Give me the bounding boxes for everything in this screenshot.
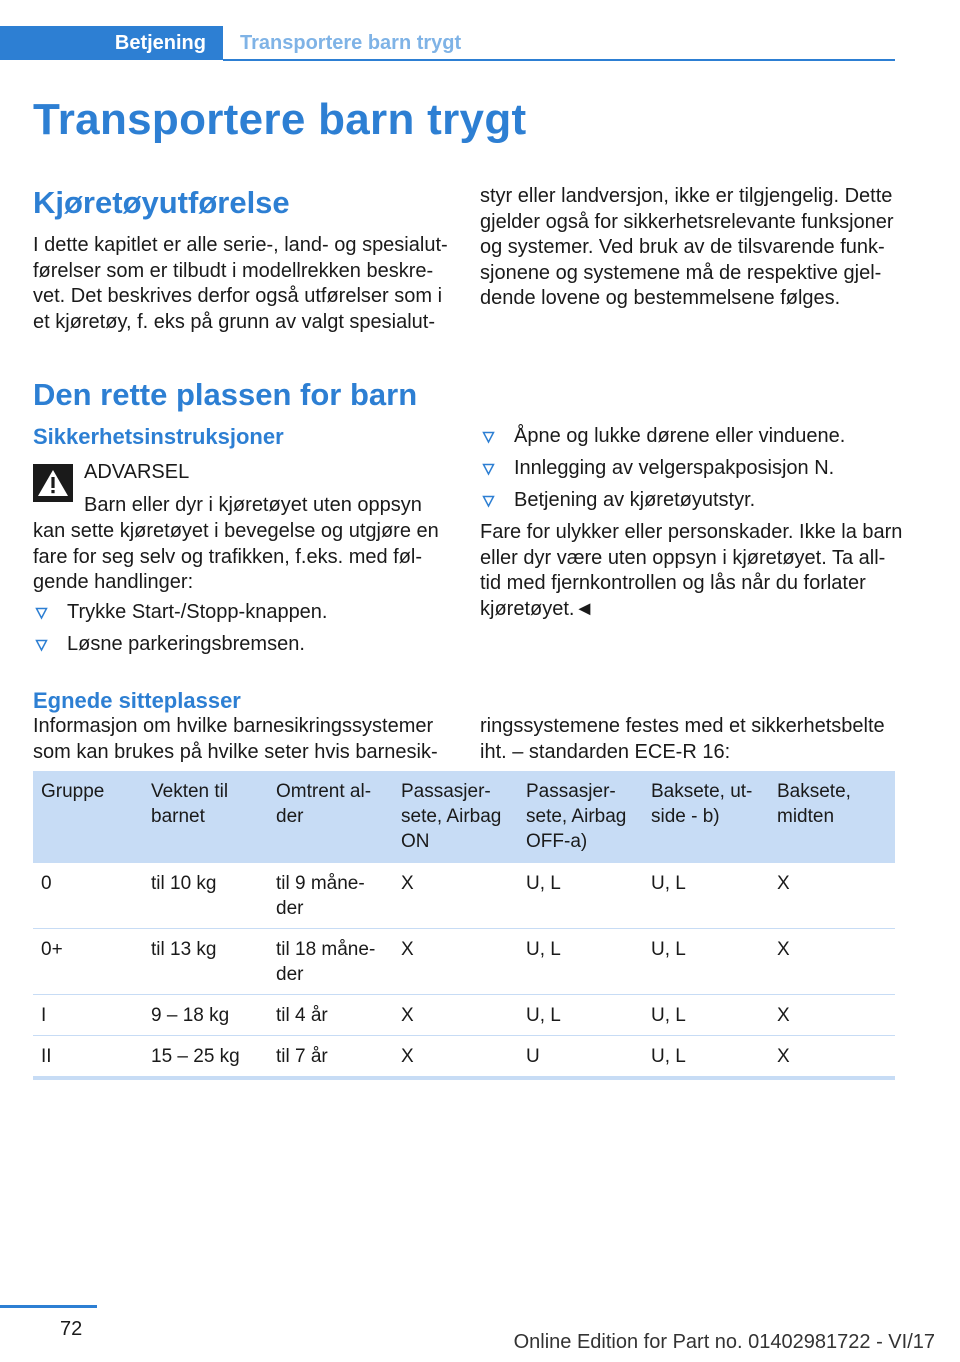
column-header-baksete-midten: Baksete, midten — [769, 771, 895, 863]
table-cell: X — [769, 995, 895, 1036]
text-line: I dette kapitlet er alle serie-, land- og spesialut- — [33, 234, 448, 256]
warning-label: ADVARSEL — [84, 461, 190, 483]
table-cell: X — [769, 863, 895, 929]
table-cell: U, L — [643, 929, 769, 995]
text-line: og systemer. Ved bruk av de tilsvarende funk- — [480, 236, 885, 258]
text-line: som kan brukes på hvilke seter hvis barnesik- — [33, 740, 438, 763]
warning-body — [33, 519, 453, 596]
table-cell: 9 – 18 kg — [143, 995, 268, 1036]
bullet-triangle-icon — [482, 463, 495, 476]
column-header-airbag-on: Passasjer- sete, Airbag ON — [393, 771, 518, 863]
list-item — [480, 424, 900, 456]
list-item-text: Trykke Start-/Stopp-knappen. — [67, 601, 328, 623]
text-line: Fare for ulykker eller personskader. Ikke la barn — [480, 521, 903, 543]
list-item — [480, 456, 900, 488]
table-cell: til 4 år — [268, 995, 393, 1036]
text-line: fare for seg selv og trafikken, f.eks. med føl- — [33, 545, 423, 568]
table-cell: X — [393, 929, 518, 995]
bullet-list-right — [480, 424, 900, 520]
table-cell: U, L — [518, 995, 643, 1036]
table-row — [33, 863, 895, 929]
table-row — [33, 995, 895, 1036]
text-line: ringssystemene festes med et sikkerhetsbelte — [480, 715, 885, 737]
table-cell: til 18 måne- der — [268, 929, 393, 995]
seat-suitability-table — [33, 771, 895, 1080]
table-cell: til 13 kg — [143, 929, 268, 995]
section-heading-den-rette-plassen: Den rette plassen for barn — [33, 377, 418, 412]
text-line: eller dyr være uten oppsyn i kjøretøyet. Ta all- — [480, 546, 886, 569]
text-line: dende lovene og bestemmelsene følges. — [480, 287, 841, 309]
closing-warning-text — [480, 520, 905, 622]
column-header-gruppe: Gruppe — [33, 771, 143, 863]
column-header-vekten: Vekten til barnet — [143, 771, 268, 863]
text-line: kjøretøyet.◄ — [480, 597, 595, 620]
table-cell: X — [769, 929, 895, 995]
list-item-text: Betjening av kjøretøyutstyr. — [514, 489, 756, 511]
list-item-text: Åpne og lukke dørene eller vinduene. — [514, 425, 846, 447]
section1-left-text — [33, 233, 453, 335]
table-cell: til 7 år — [268, 1036, 393, 1079]
text-line: tid med fjernkontrollen og lås når du forlater — [480, 572, 866, 594]
table-cell: til 10 kg — [143, 863, 268, 929]
table-cell: II — [33, 1036, 143, 1079]
text-line: styr eller landversjon, ikke er tilgjengelig. Dette — [480, 185, 893, 207]
bullet-triangle-icon — [482, 495, 495, 508]
running-header — [0, 26, 895, 62]
text-line: vet. Det beskrives derfor også utførelser som i — [33, 285, 443, 307]
warning-triangle-icon — [33, 464, 73, 502]
bullet-list-left — [33, 600, 453, 664]
list-item — [33, 600, 453, 632]
column-header-baksete-utside: Baksete, ut- side - b) — [643, 771, 769, 863]
text-line: sjonene og systemene må de respektive gjel- — [480, 261, 882, 284]
table-row — [33, 929, 895, 995]
table-cell: U, L — [643, 995, 769, 1036]
table-cell: U, L — [643, 1036, 769, 1079]
table-cell: U, L — [518, 929, 643, 995]
table-header-row — [33, 771, 895, 863]
table-row — [33, 1036, 895, 1079]
table-cell: 15 – 25 kg — [143, 1036, 268, 1079]
section1-right-text — [480, 184, 900, 312]
table-cell: X — [769, 1036, 895, 1079]
table-cell: 0+ — [33, 929, 143, 995]
section3-left-text — [33, 714, 453, 765]
list-item-text: Løsne parkeringsbremsen. — [67, 633, 305, 655]
warning-text-line: Barn eller dyr i kjøretøyet uten oppsyn — [84, 494, 422, 516]
page-number: 72 — [60, 1318, 83, 1340]
text-line: gjelder også for sikkerhetsrelevante funksjoner — [480, 210, 894, 233]
header-chapter-tab: Transportere barn trygt — [240, 32, 462, 54]
bullet-triangle-icon — [35, 607, 48, 620]
text-line: gende handlinger: — [33, 571, 194, 593]
table-cell: X — [393, 1036, 518, 1079]
header-section-tab: Betjening — [0, 26, 223, 60]
table-cell: U, L — [518, 863, 643, 929]
column-header-airbag-off: Passasjer- sete, Airbag OFF-a) — [518, 771, 643, 863]
header-divider — [223, 59, 895, 61]
list-item-text: Innlegging av velgerspakposisjon N. — [514, 457, 835, 479]
bullet-triangle-icon — [35, 639, 48, 652]
table-cell: til 9 måne- der — [268, 863, 393, 929]
subheading-egnede-sitteplasser: Egnede sitteplasser — [33, 688, 241, 713]
footer-divider — [0, 1305, 97, 1308]
text-line: førelser som er tilbudt i modellrekken beskre- — [33, 259, 434, 282]
table-cell: 0 — [33, 863, 143, 929]
table-cell: X — [393, 863, 518, 929]
edition-note: Online Edition for Part no. 01402981722 - VI/17 — [513, 1331, 935, 1353]
section-heading-kjoretoyutforelse: Kjøretøyutførelse — [33, 185, 290, 220]
text-line: Informasjon om hvilke barnesikringssystemer — [33, 715, 434, 737]
list-item — [33, 632, 453, 664]
table-cell: U, L — [643, 863, 769, 929]
list-item — [480, 488, 900, 520]
text-line: kan sette kjøretøyet i bevegelse og utgjøre en — [33, 520, 439, 542]
text-line: et kjøretøy, f. eks på grunn av valgt spesialut- — [33, 310, 436, 333]
table-cell: I — [33, 995, 143, 1036]
column-header-alder: Omtrent al- der — [268, 771, 393, 863]
subheading-sikkerhetsinstruksjoner: Sikkerhetsinstruksjoner — [33, 424, 284, 449]
bullet-triangle-icon — [482, 431, 495, 444]
table-cell: X — [393, 995, 518, 1036]
table-cell: U — [518, 1036, 643, 1079]
text-line: iht. – standarden ECE-R 16: — [480, 740, 731, 763]
section3-right-text — [480, 714, 900, 765]
page-title: Transportere barn trygt — [33, 95, 527, 144]
